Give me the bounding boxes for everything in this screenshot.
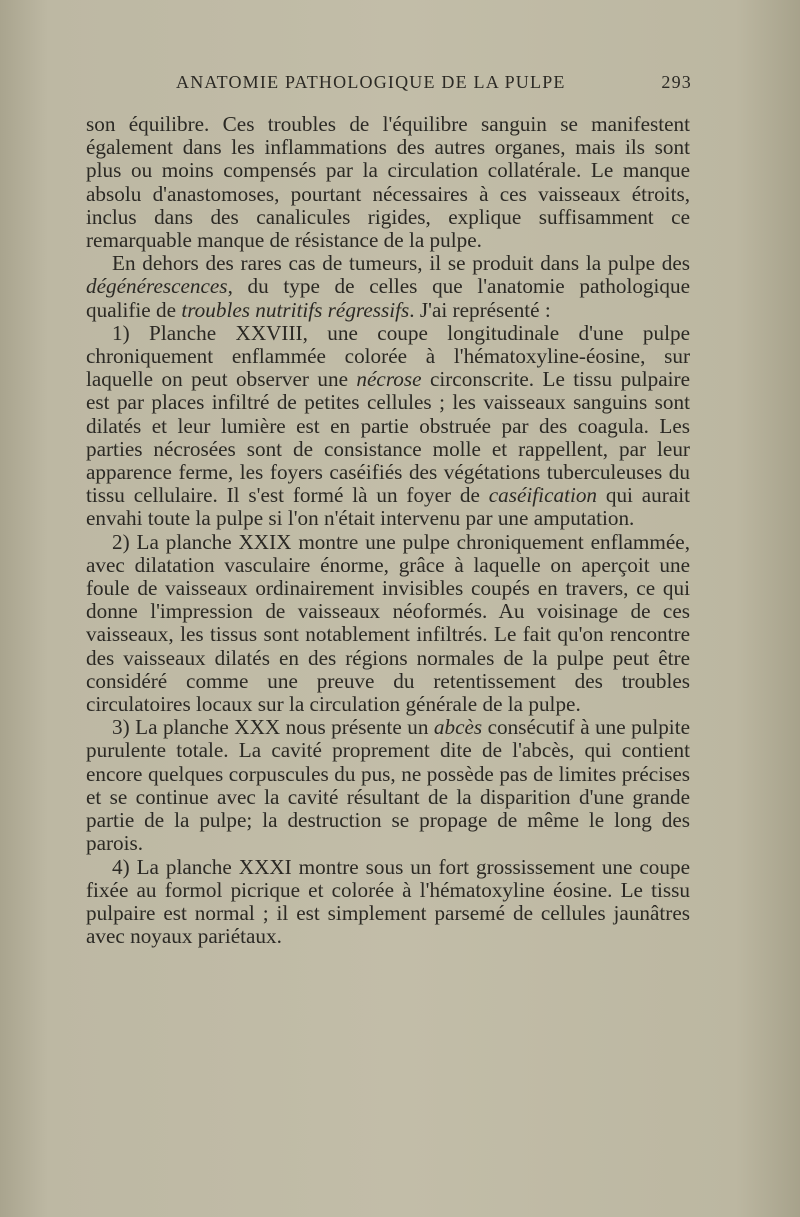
text-run: circonscrite. Le tissu pulpaire est par places infiltré de petites cellules ; les vaisseaux sanguins sont dilatés et leur lumière est en partie obstruée par des coagula. Les parties nécrosées sont de consistance molle et rappellent, par leur apparence ferme, les foyers caséifiés des végétations tuberculeuses du tissu cellulaire. Il s'est formé là un foyer de: [86, 367, 690, 508]
text-run: 1) Planche XXVIII, une coupe longitudinale d'une pulpe chroniquement enflammée colorée à l'hématoxyline-éosine, sur laquelle on peut observer une: [86, 320, 690, 392]
paragraph: [86, 716, 690, 855]
page-number: 293: [661, 72, 692, 92]
body-text: [86, 113, 690, 948]
italic-term: nécrose: [356, 367, 422, 392]
text-run: En dehors des rares cas de tumeurs, il se produit dans la pulpe des: [112, 251, 690, 276]
running-title: ANATOMIE PATHOLOGIQUE DE LA PULPE: [176, 72, 566, 92]
paragraph: [86, 856, 690, 949]
italic-term: troubles nutritifs régressifs: [181, 297, 410, 322]
text-run: 4) La planche XXXI montre sous un fort grossissement une coupe fixée au formol picrique et colorée à l'hématoxyline éosine. Le tissu pulpaire est normal ; il est simplement parsemé de cellules jaunâtres avec noyaux pariétaux.: [86, 854, 690, 949]
text-run: consécutif à une pulpite purulente totale. La cavité proprement dite de l'abcès, qui contient encore quelques corpuscules du pus, ne possède pas de limites précises et se continue avec la cavité résultant de la disparition d'une grande partie de la pulpe; la destruction se propage de même le long des parois.: [86, 715, 690, 856]
text-run: . J'ai représenté :: [409, 297, 551, 322]
paragraph: [86, 322, 690, 531]
italic-term: dégénérescences: [86, 274, 228, 299]
text-run: 3) La planche XXX nous présente un: [112, 715, 434, 740]
paragraph: [86, 252, 690, 322]
text-run: son équilibre. Ces troubles de l'équilibre sanguin se manifestent également dans les inflammations des autres organes, mais ils sont plus ou moins compensés par la circulation collatérale. Le manque absolu d'anastomoses, pourtant nécessaires à ces vaisseaux étroits, inclus dans des canalicules rigides, explique suffisamment ce remarquable manque de résistance de la pulpe.: [86, 112, 690, 253]
italic-term: abcès: [433, 715, 483, 740]
paragraph: [86, 113, 690, 252]
text-run: , du type de celles que l'anatomie pathologique qualifie de: [86, 274, 690, 322]
paragraph: [86, 531, 690, 717]
text-run: 2) La planche XXIX montre une pulpe chroniquement enflammée, avec dilatation vasculaire énorme, grâce à laquelle on aperçoit une foule de vaisseaux ordinairement invisibles coupés en travers, ce qui donne l'impression de vaisseaux néoformés. Au voisinage de ces vaisseaux, les tissus sont notablement infiltrés. Le fait qu'on rencontre des vaisseaux dilatés en des régions normales de la pulpe peut être considéré comme une preuve du retentissement des troubles circulatoires locaux sur la circulation générale de la pulpe.: [86, 529, 690, 717]
italic-term: caséification: [488, 483, 598, 508]
text-run: qui aurait envahi toute la pulpe si l'on n'était intervenu par une amputation.: [86, 483, 690, 531]
